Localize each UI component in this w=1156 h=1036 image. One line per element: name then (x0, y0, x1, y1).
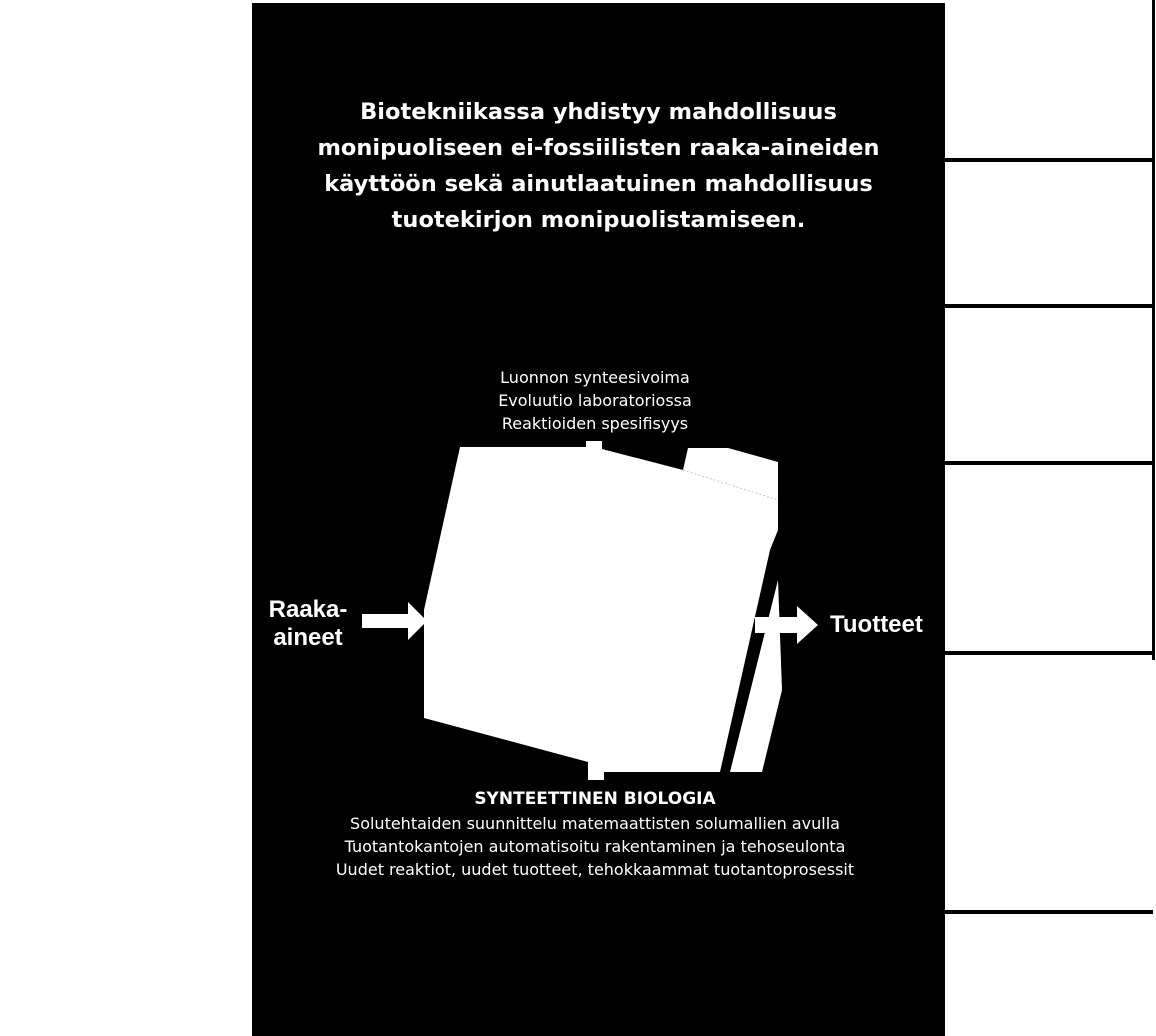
heading-line: monipuoliseen ei-fossiilisten raaka-aineiden (317, 135, 880, 161)
input-label-line: aineet (273, 624, 343, 651)
bottom-note-line: Tuotantokantojen automatisoitu rakentaminen ja tehoseulonta (344, 837, 846, 856)
heading-line: tuotekirjon monipuolistamiseen. (391, 207, 806, 233)
input-label-line: Raaka- (268, 596, 348, 623)
output-label: Tuotteet (830, 611, 923, 638)
input-label (258, 596, 358, 652)
top-note-line: Reaktioiden spesifisyys (501, 414, 689, 433)
bottom-note-line: Solutehtaiden suunnittelu matemaattisten solumallien avulla (350, 814, 840, 833)
bottom-note-line: Uudet reaktiot, uudet tuotteet, tehokkaammat tuotantoprosessit (335, 860, 855, 879)
input-arrow (362, 602, 427, 640)
top-note-line: Luonnon synteesivoima (500, 368, 690, 387)
cell-factory-shape (424, 441, 778, 780)
synthetic-biology-title: SYNTEETTINEN BIOLOGIA (474, 789, 716, 809)
bottom-notes (270, 787, 920, 881)
top-note-line: Evoluutio laboratoriossa (498, 391, 692, 410)
heading-line: Biotekniikassa yhdistyy mahdollisuus (360, 99, 837, 125)
top-notes (440, 366, 750, 435)
heading-line: käyttöön sekä ainutlaatuinen mahdollisuus (324, 171, 873, 197)
